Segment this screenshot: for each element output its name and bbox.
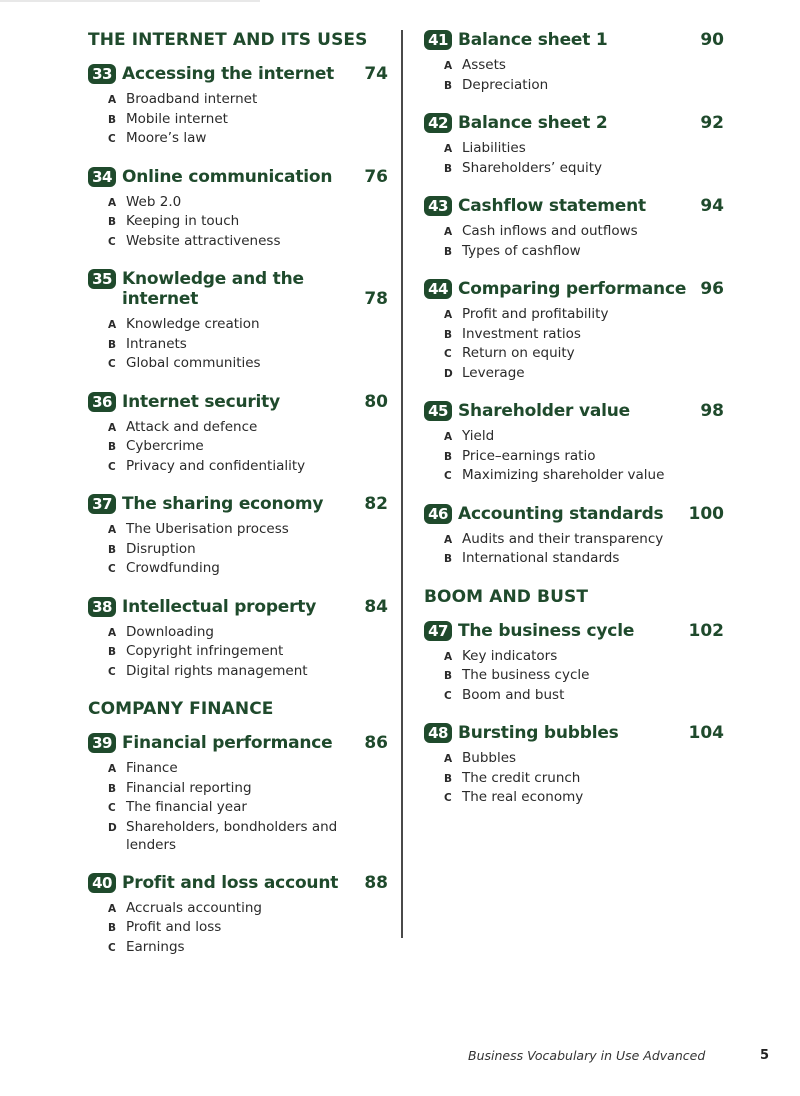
- subtopic-text: Financial reporting: [126, 779, 252, 796]
- unit-number-badge: 38: [88, 597, 116, 617]
- subtopic-letter: C: [108, 665, 116, 678]
- footer-book-title: Business Vocabulary in Use Advanced: [468, 1048, 706, 1063]
- subtopic-item: [108, 232, 388, 252]
- subtopic-text: Price–earnings ratio: [462, 447, 596, 464]
- subtopic-text: Attack and defence: [126, 418, 258, 435]
- unit-title[interactable]: Accounting standards: [458, 503, 664, 524]
- top-edge-line: [0, 0, 260, 2]
- unit-title[interactable]: Balance sheet 2: [458, 113, 608, 133]
- unit-number-badge: 47: [424, 621, 452, 641]
- unit-number-badge: 46: [424, 504, 452, 524]
- unit-number-badge: 33: [88, 64, 116, 84]
- subtopic-text: The real economy: [462, 789, 584, 805]
- subtopic-text: Downloading: [126, 623, 214, 640]
- unit-number-badge: 43: [424, 196, 452, 216]
- subtopic-text: Maximizing shareholder value: [462, 467, 665, 483]
- unit-page-number: 78: [364, 289, 388, 309]
- subtopic-text: Return on equity: [462, 345, 575, 361]
- subtopic-letter: A: [108, 763, 117, 775]
- subtopic-item: [444, 325, 724, 345]
- subtopic-text: Investment ratios: [462, 325, 581, 342]
- toc-unit-44[interactable]: [424, 279, 724, 383]
- unit-title[interactable]: Knowledge and the internet: [122, 269, 304, 309]
- unit-subtopic-list: [88, 520, 388, 579]
- unit-page-number: 90: [700, 30, 724, 50]
- unit-heading[interactable]: [424, 30, 724, 50]
- subtopic-item: [108, 779, 388, 799]
- subtopic-item: [108, 335, 388, 355]
- subtopic-item: [108, 559, 388, 579]
- unit-number-badge: 34: [88, 167, 116, 187]
- unit-subtopic-list: [424, 530, 724, 569]
- subtopic-text: Knowledge creation: [126, 316, 260, 332]
- subtopic-text: Profit and profitability: [462, 306, 609, 322]
- unit-page-number: 88: [364, 872, 388, 893]
- unit-page-number: 76: [364, 166, 388, 187]
- subtopic-letter: A: [108, 902, 117, 915]
- subtopic-item: [444, 788, 724, 808]
- subtopic-text: Accruals accounting: [126, 899, 262, 916]
- subtopic-item: [108, 662, 388, 682]
- subtopic-item: [444, 242, 724, 262]
- subtopic-letter: C: [108, 358, 116, 370]
- subtopic-text: Intranets: [126, 335, 187, 352]
- toc-unit-42[interactable]: [424, 113, 724, 178]
- subtopic-text: Copyright infringement: [126, 643, 284, 659]
- subtopic-item: [108, 457, 388, 477]
- subtopic-text: International standards: [462, 550, 620, 566]
- subtopic-item: [108, 212, 388, 232]
- toc-unit-37[interactable]: [88, 494, 388, 579]
- subtopic-text: Finance: [126, 760, 178, 776]
- subtopic-item: [108, 354, 388, 374]
- unit-page-number: 102: [688, 620, 724, 641]
- unit-heading[interactable]: [88, 597, 388, 617]
- unit-number-badge: 40: [88, 873, 116, 893]
- unit-subtopic-list: [88, 623, 388, 682]
- unit-heading[interactable]: [424, 401, 724, 421]
- unit-heading[interactable]: [424, 113, 724, 133]
- subtopic-item: [108, 90, 388, 110]
- subtopic-text: Key indicators: [462, 647, 558, 664]
- toc-unit-33[interactable]: [88, 64, 388, 149]
- unit-page-number: 100: [688, 503, 724, 524]
- subtopic-letter: C: [444, 689, 452, 702]
- subtopic-letter: C: [444, 792, 452, 804]
- subtopic-item: [108, 623, 388, 643]
- subtopic-text: Boom and bust: [462, 686, 565, 703]
- unit-title[interactable]: The sharing economy: [122, 494, 324, 514]
- unit-page-number: 94: [700, 196, 724, 216]
- subtopic-letter: B: [108, 782, 117, 795]
- toc-unit-45[interactable]: [424, 401, 724, 486]
- subtopic-letter: B: [444, 553, 453, 565]
- subtopic-text: Bubbles: [462, 750, 517, 766]
- subtopic-item: [108, 540, 388, 560]
- toc-right-column: [424, 30, 724, 826]
- subtopic-text: Broadband internet: [126, 91, 258, 107]
- unit-subtopic-list: [88, 90, 388, 149]
- unit-title[interactable]: The business cycle: [458, 620, 635, 641]
- subtopic-text: Global communities: [126, 355, 261, 371]
- toc-unit-34[interactable]: [88, 167, 388, 252]
- unit-number-badge: 39: [88, 733, 116, 753]
- unit-subtopic-list: [88, 315, 388, 374]
- unit-number-badge: 37: [88, 494, 116, 514]
- subtopic-letter: A: [108, 94, 117, 106]
- unit-subtopic-list: [424, 305, 724, 383]
- subtopic-item: [108, 315, 388, 335]
- subtopic-letter: A: [444, 309, 453, 321]
- subtopic-item: [444, 647, 724, 667]
- subtopic-letter: A: [108, 196, 117, 209]
- subtopic-text: Mobile internet: [126, 110, 228, 127]
- subtopic-letter: A: [444, 431, 453, 443]
- subtopic-item: [444, 344, 724, 364]
- subtopic-item: [108, 520, 388, 540]
- subtopic-item: [444, 305, 724, 325]
- unit-page-number: 96: [700, 279, 724, 299]
- subtopic-letter: A: [108, 626, 117, 639]
- subtopic-text: Earnings: [126, 938, 185, 955]
- subtopic-item: [108, 110, 388, 130]
- subtopic-letter: B: [444, 772, 453, 785]
- unit-heading[interactable]: [88, 269, 388, 309]
- section-heading: COMPANY FINANCE: [88, 699, 274, 719]
- subtopic-item: [108, 437, 388, 457]
- unit-subtopic-list: [424, 427, 724, 486]
- subtopic-letter: C: [108, 133, 116, 145]
- toc-unit-40[interactable]: [88, 873, 388, 958]
- unit-heading[interactable]: [424, 621, 724, 641]
- unit-heading[interactable]: [88, 167, 388, 187]
- subtopic-text: Keeping in touch: [126, 213, 240, 229]
- subtopic-letter: B: [444, 670, 453, 682]
- subtopic-letter: B: [444, 162, 453, 175]
- subtopic-item: [108, 818, 388, 855]
- subtopic-letter: A: [444, 143, 453, 155]
- subtopic-letter: A: [444, 226, 453, 238]
- subtopic-item: [444, 549, 724, 569]
- unit-subtopic-list: [424, 139, 724, 178]
- subtopic-letter: B: [444, 450, 453, 463]
- subtopic-letter: C: [108, 802, 116, 814]
- subtopic-item: [444, 427, 724, 447]
- unit-title[interactable]: Financial performance: [122, 733, 333, 753]
- subtopic-item: [444, 56, 724, 76]
- subtopic-text: Shareholders’ equity: [462, 159, 603, 176]
- unit-page-number: 82: [364, 494, 388, 514]
- subtopic-item: [444, 76, 724, 96]
- unit-heading[interactable]: [424, 279, 724, 299]
- subtopic-item: [108, 418, 388, 438]
- unit-subtopic-list: [88, 193, 388, 252]
- unit-page-number: 86: [364, 733, 388, 753]
- subtopic-item: [108, 193, 388, 213]
- toc-unit-36[interactable]: [88, 392, 388, 477]
- subtopic-text: Liabilities: [462, 140, 526, 156]
- unit-number-badge: 36: [88, 392, 116, 412]
- subtopic-letter: C: [108, 941, 116, 954]
- subtopic-text: Yield: [462, 428, 495, 444]
- subtopic-text: The credit crunch: [462, 769, 581, 786]
- subtopic-text: The Uberisation process: [126, 521, 289, 537]
- subtopic-text: Moore’s law: [126, 130, 207, 146]
- subtopic-item: [108, 129, 388, 149]
- unit-title[interactable]: Intellectual property: [122, 596, 317, 617]
- subtopic-letter: B: [108, 216, 117, 228]
- unit-subtopic-list: [424, 647, 724, 706]
- subtopic-item: [108, 759, 388, 779]
- unit-page-number: 92: [700, 113, 724, 133]
- subtopic-letter: D: [444, 367, 453, 380]
- unit-heading[interactable]: [88, 873, 388, 893]
- subtopic-letter: B: [108, 922, 117, 934]
- unit-heading[interactable]: [88, 494, 388, 514]
- unit-title[interactable]: Bursting bubbles: [458, 723, 619, 743]
- subtopic-text: Disruption: [126, 540, 196, 557]
- toc-unit-47[interactable]: [424, 621, 724, 706]
- subtopic-text: Cash inflows and outflows: [462, 223, 638, 239]
- subtopic-item: [108, 918, 388, 938]
- unit-number-badge: 35: [88, 269, 116, 289]
- unit-title[interactable]: Shareholder value: [458, 401, 630, 421]
- unit-heading[interactable]: [424, 723, 724, 743]
- subtopic-text: Website attractiveness: [126, 232, 281, 249]
- subtopic-letter: A: [444, 650, 453, 663]
- unit-title[interactable]: Online communication: [122, 166, 333, 187]
- subtopic-letter: B: [108, 113, 117, 126]
- subtopic-letter: C: [108, 460, 116, 473]
- subtopic-text: The financial year: [126, 799, 247, 815]
- subtopic-text: Cybercrime: [126, 438, 204, 454]
- section-heading: BOOM AND BUST: [424, 586, 589, 607]
- subtopic-item: [444, 666, 724, 686]
- toc-unit-35[interactable]: [88, 269, 388, 374]
- subtopic-item: [444, 159, 724, 179]
- unit-number-badge: 45: [424, 401, 452, 421]
- subtopic-item: [444, 222, 724, 242]
- unit-subtopic-list: [424, 222, 724, 261]
- subtopic-text: Audits and their transparency: [462, 530, 664, 547]
- subtopic-item: [444, 769, 724, 789]
- subtopic-letter: B: [444, 245, 453, 258]
- unit-page-number: 74: [364, 64, 388, 84]
- unit-title[interactable]: Cashflow statement: [458, 196, 646, 216]
- subtopic-letter: A: [444, 60, 453, 72]
- subtopic-text: Assets: [462, 57, 506, 73]
- subtopic-item: [108, 938, 388, 958]
- toc-left-column: [88, 30, 388, 975]
- subtopic-letter: B: [444, 79, 453, 92]
- unit-title[interactable]: Profit and loss account: [122, 872, 339, 893]
- unit-title[interactable]: Internet security: [122, 391, 280, 412]
- unit-page-number: 80: [364, 391, 388, 412]
- subtopic-item: [108, 642, 388, 662]
- unit-title[interactable]: Accessing the internet: [122, 64, 335, 84]
- unit-number-badge: 44: [424, 279, 452, 299]
- toc-unit-43[interactable]: [424, 196, 724, 261]
- subtopic-letter: B: [108, 338, 117, 351]
- subtopic-item: [108, 798, 388, 818]
- subtopic-letter: D: [108, 821, 117, 834]
- subtopic-letter: A: [444, 533, 453, 546]
- subtopic-letter: C: [444, 348, 452, 360]
- toc-unit-46[interactable]: [424, 504, 724, 569]
- unit-title[interactable]: Comparing performance: [458, 279, 687, 299]
- subtopic-text: Web 2.0: [126, 193, 182, 210]
- column-divider: [401, 30, 403, 938]
- toc-unit-39[interactable]: [88, 733, 388, 855]
- subtopic-letter: C: [108, 563, 116, 575]
- subtopic-item: [444, 530, 724, 550]
- subtopic-text: Types of cashflow: [462, 242, 581, 259]
- unit-title[interactable]: Balance sheet 1: [458, 30, 608, 50]
- subtopic-text: Depreciation: [462, 76, 549, 93]
- unit-heading[interactable]: [424, 504, 724, 524]
- subtopic-text: Shareholders, bondholders and lenders: [126, 818, 338, 853]
- subtopic-letter: A: [108, 319, 117, 331]
- unit-heading[interactable]: [424, 196, 724, 216]
- unit-subtopic-list: [424, 56, 724, 95]
- subtopic-letter: B: [108, 441, 117, 453]
- subtopic-item: [444, 447, 724, 467]
- subtopic-text: Profit and loss: [126, 919, 222, 935]
- subtopic-letter: B: [108, 543, 117, 556]
- footer-page-number: 5: [760, 1048, 770, 1063]
- subtopic-text: Privacy and confidentiality: [126, 457, 306, 474]
- subtopic-item: [444, 364, 724, 384]
- subtopic-item: [444, 466, 724, 486]
- subtopic-item: [444, 749, 724, 769]
- unit-page-number: 104: [688, 723, 724, 743]
- subtopic-text: The business cycle: [462, 667, 590, 683]
- subtopic-letter: A: [108, 524, 117, 536]
- subtopic-text: Crowdfunding: [126, 560, 220, 576]
- unit-number-badge: 48: [424, 723, 452, 743]
- unit-subtopic-list: [88, 899, 388, 958]
- subtopic-item: [108, 899, 388, 919]
- subtopic-letter: C: [108, 235, 116, 248]
- section-heading: THE INTERNET AND ITS USES: [88, 30, 368, 50]
- toc-unit-48[interactable]: [424, 723, 724, 808]
- subtopic-text: Digital rights management: [126, 662, 308, 679]
- subtopic-item: [444, 139, 724, 159]
- unit-number-badge: 42: [424, 113, 452, 133]
- subtopic-letter: A: [444, 753, 453, 765]
- subtopic-text: Leverage: [462, 364, 525, 381]
- subtopic-item: [444, 686, 724, 706]
- unit-subtopic-list: [424, 749, 724, 808]
- unit-page-number: 84: [364, 596, 388, 617]
- subtopic-letter: B: [444, 328, 453, 341]
- unit-heading[interactable]: [88, 392, 388, 412]
- unit-heading[interactable]: [88, 64, 388, 84]
- toc-unit-41[interactable]: [424, 30, 724, 95]
- unit-subtopic-list: [88, 759, 388, 855]
- unit-heading[interactable]: [88, 733, 388, 753]
- unit-subtopic-list: [88, 418, 388, 477]
- subtopic-letter: A: [108, 421, 117, 434]
- subtopic-letter: B: [108, 646, 117, 658]
- subtopic-letter: C: [444, 470, 452, 482]
- toc-unit-38[interactable]: [88, 597, 388, 682]
- unit-page-number: 98: [700, 401, 724, 421]
- unit-number-badge: 41: [424, 30, 452, 50]
